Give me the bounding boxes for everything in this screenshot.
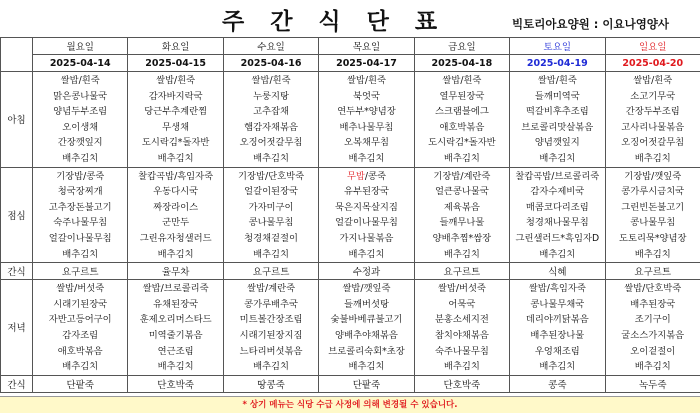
menu-item: 쌀밥/흑임자죽 <box>528 283 586 295</box>
menu-item: 배추김치 <box>539 248 576 260</box>
menu-item: 애호박볶음 <box>439 121 485 133</box>
menu-item: 배추김치 <box>348 361 385 373</box>
menu-item: 배추된장국 <box>630 298 676 310</box>
menu-item: 청경채나물무침 <box>525 217 589 229</box>
menu-item: 그린유자청샐러드 <box>139 232 212 244</box>
menu-item: 데리야끼닭볶음 <box>525 314 589 326</box>
menu-item: 맑은콩나물국 <box>53 90 108 102</box>
menu-item: 굴소스가지볶음 <box>621 329 685 341</box>
dinner-row <box>1 280 700 376</box>
menu-item: 얼갈이된장국 <box>244 186 298 198</box>
menu-item: 매콤코다리조림 <box>525 201 589 213</box>
day-name: 목요일 <box>319 38 414 55</box>
menu-item: 연근조림 <box>157 345 194 357</box>
menu-item: 유채된장국 <box>153 298 199 310</box>
menu-item: 콩가루시금치국 <box>621 186 685 198</box>
snack-cell: 요구르트 <box>605 263 700 280</box>
day-name: 화요일 <box>128 38 223 55</box>
menu-item: 그린샐러드*흑임자D <box>515 232 600 244</box>
menu-item: 감자바지락국 <box>148 90 203 102</box>
menu-item: 배추김치 <box>62 361 99 373</box>
menu-item: 훈제오리머스타드 <box>139 314 212 326</box>
menu-item: 기장밥/단호박죽 <box>238 170 305 182</box>
facility-name: 빅토리아요양원 : 이요나영양사 <box>512 17 670 31</box>
menu-item: 배추나물무침 <box>339 121 394 133</box>
menu-item: 얼갈이나물무침 <box>48 232 112 244</box>
menu-item: 자반고등어구이 <box>48 314 112 326</box>
menu-cell <box>510 72 605 168</box>
menu-cell <box>128 167 223 263</box>
snack1-row <box>1 263 700 280</box>
breakfast-row <box>1 72 700 168</box>
menu-item: 배추김치 <box>539 361 576 373</box>
menu-item: 무생채 <box>162 121 190 133</box>
menu-cell <box>128 280 223 376</box>
menu-item: 배추김치 <box>634 248 671 260</box>
day-header-row <box>1 38 700 55</box>
menu-item: 분홍소세지전 <box>434 314 489 326</box>
menu-item: 쌀밥/흰죽 <box>60 75 100 86</box>
menu-item: 청국장찌개 <box>57 186 103 198</box>
snack-cell: 땅콩죽 <box>223 375 318 392</box>
menu-item: 당근부추계란찜 <box>144 106 208 118</box>
notice-banner: * 상기 메뉴는 식당 수급 사정에 의해 변경될 수 있습니다. <box>0 396 700 413</box>
menu-item: 오이겉절이 <box>630 345 676 357</box>
menu-item: 감자조림 <box>62 329 99 341</box>
menu-item: 그린빈돈불고기 <box>621 201 685 213</box>
menu-cell <box>414 167 509 263</box>
menu-item: 브로콜리숙회*초장 <box>328 345 405 357</box>
menu-cell <box>223 280 318 376</box>
menu-cell <box>605 72 700 168</box>
menu-cell <box>33 167 128 263</box>
menu-item: 쌀밥/계란죽 <box>247 283 296 295</box>
menu-item: 얼큰콩나물국 <box>434 186 489 198</box>
snack-cell: 요구르트 <box>414 263 509 280</box>
snack-cell: 단팥죽 <box>33 375 128 392</box>
date-header-row <box>1 55 700 72</box>
day-date: 2025-04-20 <box>605 55 700 72</box>
meal-label-snack: 간식 <box>1 375 33 392</box>
menu-item: 어묵국 <box>448 298 476 310</box>
menu-cell <box>605 280 700 376</box>
menu-item: 배추김치 <box>157 248 194 260</box>
day-date: 2025-04-15 <box>128 55 223 72</box>
menu-item: 오이생채 <box>62 121 99 133</box>
menu-item: 소고기무국 <box>630 90 676 102</box>
menu-cell <box>414 72 509 168</box>
menu-item: 군만두 <box>162 217 190 229</box>
snack-cell: 율무차 <box>128 263 223 280</box>
menu-item: 배추김치 <box>348 248 385 260</box>
menu-item: 쌀밥/버섯죽 <box>56 283 105 295</box>
menu-item: 배추김치 <box>443 361 480 373</box>
menu-item: 오징어젓갈무침 <box>621 137 685 149</box>
snack-cell: 요구르트 <box>33 263 128 280</box>
snack-cell: 요구르트 <box>223 263 318 280</box>
weekly-menu-table <box>0 37 700 393</box>
day-name: 금요일 <box>414 38 509 55</box>
day-name: 월요일 <box>33 38 128 55</box>
menu-item: 양배추찜*쌈장 <box>432 232 492 244</box>
menu-item: 쌀밥/흰죽 <box>251 75 291 86</box>
menu-item: 햄감자채볶음 <box>244 121 298 133</box>
menu-cell <box>33 280 128 376</box>
menu-item: 쌀밥/흰죽 <box>156 75 196 86</box>
menu-item: 쌀밥/브로콜리죽 <box>142 283 209 295</box>
menu-item: 숙주나물무침 <box>53 217 108 229</box>
menu-item: 오복채무침 <box>344 137 389 149</box>
menu-item: 배추된장나물 <box>530 329 585 341</box>
menu-item: 브로콜리맛살볶음 <box>521 121 594 133</box>
meal-label-snack: 간식 <box>1 263 33 280</box>
menu-cell <box>319 167 414 263</box>
menu-item: 들깨버섯탕 <box>344 298 389 310</box>
menu-item: 미역줄기볶음 <box>148 329 203 341</box>
menu-item: 청경채겉절이 <box>244 232 298 244</box>
menu-item: 감자수제비국 <box>530 186 585 198</box>
snack2-row <box>1 375 700 392</box>
menu-cell <box>414 280 509 376</box>
menu-item: 배추김치 <box>253 248 290 260</box>
menu-item: 숯불바베큐불고기 <box>330 314 403 326</box>
menu-item: 애호박볶음 <box>57 345 103 357</box>
menu-item: 콩가루배추국 <box>244 298 298 310</box>
menu-cell <box>319 72 414 168</box>
day-date: 2025-04-17 <box>319 55 414 72</box>
menu-item: 얼갈이나물무침 <box>335 217 398 229</box>
menu-item: 콩나물무채국 <box>530 298 585 310</box>
meal-label-breakfast: 아침 <box>1 72 33 168</box>
menu-item: 콩나물무침 <box>630 217 676 229</box>
menu-item: 들깨미역국 <box>534 90 580 102</box>
menu-item: 시래기된장지짐 <box>239 329 303 341</box>
day-name: 토요일 <box>510 38 605 55</box>
snack-cell: 단호박죽 <box>414 375 509 392</box>
menu-item: 배추김치 <box>634 361 671 373</box>
menu-item: 도시락김*돌자반 <box>428 137 496 149</box>
menu-item: 짜장라이스 <box>153 201 199 213</box>
meal-label-lunch: 점심 <box>1 167 33 263</box>
menu-item-rest: /콩죽 <box>364 170 387 182</box>
menu-item: 참치야채볶음 <box>434 329 489 341</box>
menu-item: 열무된장국 <box>439 90 485 102</box>
menu-item: 쌀밥/흰죽 <box>633 75 673 86</box>
menu-item: 고추장돈불고기 <box>48 201 112 213</box>
snack-cell: 수정과 <box>319 263 414 280</box>
menu-item: 우동다시국 <box>153 186 199 198</box>
menu-item: 우엉채조림 <box>534 345 580 357</box>
menu-item: 스크램블에그 <box>434 106 489 118</box>
snack-cell: 콩죽 <box>510 375 605 392</box>
menu-item: 도토리묵*양념장 <box>618 232 687 244</box>
day-date: 2025-04-14 <box>33 55 128 72</box>
menu-item: 기장밥/콩죽 <box>56 170 105 182</box>
menu-item: 가지나물볶음 <box>339 232 394 244</box>
day-date: 2025-04-18 <box>414 55 509 72</box>
menu-item: 간장깻잎지 <box>57 137 103 149</box>
menu-item: 고추잡채 <box>253 106 290 118</box>
snack-cell: 녹두죽 <box>605 375 700 392</box>
menu-item: 시래기된장국 <box>53 298 108 310</box>
menu-item-highlight: 무밥 <box>346 170 365 182</box>
menu-item: 고사리나물볶음 <box>621 121 685 133</box>
menu-item: 쌀밥/흰죽 <box>346 75 386 86</box>
menu-item: 찰캅곡밥/브로콜리죽 <box>515 170 600 182</box>
menu-item: 양배추야채볶음 <box>335 329 398 341</box>
menu-cell <box>510 280 605 376</box>
menu-item: 도시락김*돌자반 <box>141 137 210 149</box>
page-title: 주간식단표 <box>222 9 464 35</box>
day-date: 2025-04-19 <box>510 55 605 72</box>
menu-item: 조기구이 <box>634 314 671 326</box>
snack-cell: 단호박죽 <box>128 375 223 392</box>
menu-item: 양념깻잎지 <box>534 137 580 149</box>
menu-item: 배추김치 <box>443 152 480 164</box>
menu-item: 양념두부조림 <box>53 106 108 118</box>
header <box>0 0 700 38</box>
menu-item: 간장두부조림 <box>625 106 680 118</box>
menu-item: 기장밥/깻잎죽 <box>624 170 682 182</box>
lunch-row <box>1 167 700 263</box>
menu-item: 배추김치 <box>253 152 290 164</box>
menu-item <box>319 169 413 185</box>
menu-item: 기장밥/계란죽 <box>433 170 491 182</box>
day-name: 수요일 <box>223 38 318 55</box>
menu-item: 가자미구이 <box>248 201 294 213</box>
menu-item: 쌀밥/흰죽 <box>442 75 482 86</box>
menu-item: 배추김치 <box>157 361 194 373</box>
menu-item: 배추김치 <box>62 248 99 260</box>
menu-item: 배추김치 <box>443 248 480 260</box>
menu-item: 쌀밥/단호박죽 <box>624 283 682 295</box>
menu-item: 배추김치 <box>634 152 671 164</box>
menu-item: 미트볼간장조림 <box>239 314 303 326</box>
day-name: 일요일 <box>605 38 700 55</box>
menu-cell <box>223 72 318 168</box>
menu-item: 찰캅곡밥/흑임자죽 <box>138 170 214 182</box>
snack-cell: 단팥죽 <box>319 375 414 392</box>
menu-cell <box>319 280 414 376</box>
menu-item: 북엇국 <box>353 90 380 102</box>
menu-item: 쌀밥/흰죽 <box>537 75 577 86</box>
menu-item: 배추김치 <box>539 152 576 164</box>
menu-cell <box>510 167 605 263</box>
menu-cell <box>605 167 700 263</box>
menu-item: 쌀밥/깻잎죽 <box>342 283 391 295</box>
menu-cell <box>128 72 223 168</box>
menu-cell <box>33 72 128 168</box>
menu-item: 들깨무나물 <box>439 217 485 229</box>
menu-item: 쌀밥/버섯죽 <box>437 283 486 295</box>
menu-item: 배추김치 <box>157 152 194 164</box>
menu-cell <box>223 167 318 263</box>
menu-item: 느타리버섯볶음 <box>239 345 303 357</box>
menu-item: 배추김치 <box>62 152 99 164</box>
menu-item: 콩나물무침 <box>248 217 294 229</box>
menu-item: 연두부*양념장 <box>337 106 396 118</box>
menu-item: 배추김치 <box>253 361 290 373</box>
menu-item: 떡갈비후추조림 <box>525 106 589 118</box>
menu-item: 유부된장국 <box>344 186 389 198</box>
menu-item: 오징어젓갈무침 <box>239 137 303 149</box>
menu-item: 누룽지탕 <box>253 90 290 102</box>
menu-item: 배추김치 <box>348 152 385 164</box>
menu-item: 숙주나물무침 <box>434 345 489 357</box>
day-date: 2025-04-16 <box>223 55 318 72</box>
menu-item: 제육볶음 <box>443 201 480 213</box>
snack-cell: 식혜 <box>510 263 605 280</box>
meal-label-dinner: 저녁 <box>1 280 33 376</box>
menu-item: 묵은지목살지짐 <box>335 201 398 213</box>
corner-cell <box>1 38 33 72</box>
